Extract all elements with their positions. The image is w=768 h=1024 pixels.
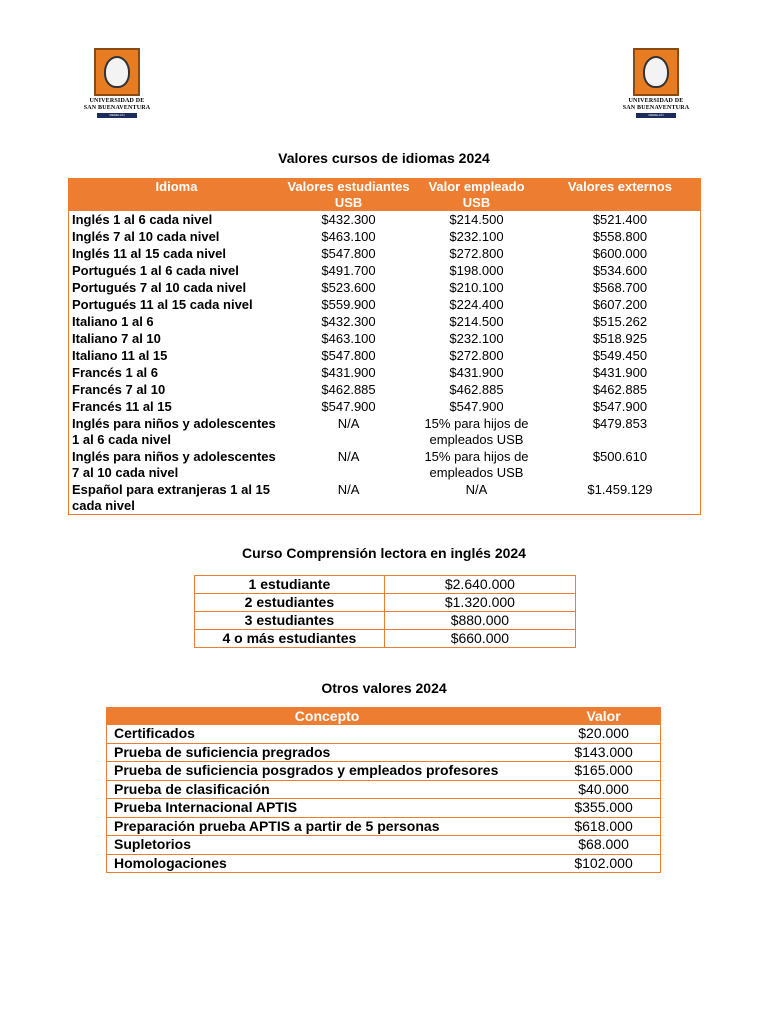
table-row: [195, 612, 576, 630]
row-label: 3 estudiantes: [195, 612, 385, 630]
university-logo-right: [611, 48, 701, 122]
row-value: $462.885: [592, 382, 648, 397]
row-value: $547.800: [321, 246, 376, 261]
row-value: $463.100: [321, 331, 376, 346]
language-courses-body: [69, 211, 701, 515]
row-value: $68.000: [547, 836, 660, 855]
table-row: [195, 594, 576, 612]
row-value: $618.000: [547, 817, 660, 836]
other-values-table: [106, 707, 661, 873]
row-label: Inglés para niños y adolescentes 1 al 6 cada nivel: [72, 416, 276, 447]
table-row: [69, 381, 701, 398]
logo-name-line2: SAN BUENAVENTURA: [83, 105, 151, 111]
row-label: Español para extranjeras 1 al 15 cada nivel: [72, 482, 270, 513]
row-label: 2 estudiantes: [195, 594, 385, 612]
row-value: $20.000: [547, 725, 660, 743]
table-row: [69, 347, 701, 364]
row-value: $660.000: [384, 630, 575, 648]
row-value: $232.100: [449, 229, 504, 244]
header-concepto: Concepto: [107, 708, 548, 726]
table-row: [69, 448, 701, 481]
row-value: $462.885: [449, 382, 504, 397]
row-value: 15% para hijos de empleados USB: [424, 416, 529, 447]
table-row: [195, 630, 576, 648]
row-label: Inglés 7 al 10 cada nivel: [72, 229, 220, 244]
header-valor-empleado: Valor empleado USB: [413, 179, 540, 212]
table-row: [69, 364, 701, 381]
reading-course-body: [195, 576, 576, 648]
row-label: Supletorios: [107, 836, 548, 855]
table-row: [107, 743, 661, 762]
row-label: Prueba de suficiencia posgrados y empleados profesores: [107, 762, 548, 781]
row-value: $547.900: [592, 399, 648, 414]
row-value: $102.000: [547, 854, 660, 873]
row-label: Portugués 11 al 15 cada nivel: [72, 297, 253, 312]
row-value: $547.800: [321, 348, 376, 363]
language-courses-title: Valores cursos de idiomas 2024: [278, 150, 490, 166]
row-value: N/A: [465, 482, 488, 497]
table-row: [69, 415, 701, 448]
language-courses-table: [68, 178, 701, 515]
table-row: [107, 854, 661, 873]
row-label: Homologaciones: [107, 854, 548, 873]
crest-icon: [633, 48, 679, 96]
table-header-row: [69, 179, 701, 212]
row-value: $479.853: [592, 416, 648, 431]
table-row: [69, 296, 701, 313]
row-value: $143.000: [547, 743, 660, 762]
row-value: $607.200: [592, 297, 648, 312]
row-label: Preparación prueba APTIS a partir de 5 personas: [107, 817, 548, 836]
row-value: $880.000: [384, 612, 575, 630]
header-idioma: Idioma: [69, 179, 285, 212]
row-value: $500.610: [592, 449, 648, 464]
row-label: Inglés 11 al 15 cada nivel: [72, 246, 226, 261]
row-value: $515.262: [592, 314, 648, 329]
row-value: $431.900: [449, 365, 504, 380]
row-label: Inglés para niños y adolescentes 7 al 10 cada nivel: [72, 449, 276, 480]
table-row: [107, 836, 661, 855]
university-logo-left: [72, 48, 162, 122]
row-label: Francés 1 al 6: [72, 365, 158, 380]
row-value: N/A: [337, 482, 360, 497]
row-value: $165.000: [547, 762, 660, 781]
row-value: $462.885: [321, 382, 376, 397]
row-value: $198.000: [449, 263, 504, 278]
table-header-row: [107, 708, 661, 726]
row-label: 4 o más estudiantes: [195, 630, 385, 648]
row-value: $1.459.129: [587, 482, 653, 497]
table-row: [107, 725, 661, 743]
row-label: Italiano 1 al 6: [72, 314, 154, 329]
row-value: $272.800: [449, 348, 504, 363]
header-valores-externos: Valores externos: [540, 179, 701, 212]
row-label: Portugués 1 al 6 cada nivel: [72, 263, 239, 278]
row-value: $559.900: [321, 297, 376, 312]
row-value: $210.100: [449, 280, 504, 295]
row-label: Italiano 7 al 10: [72, 331, 161, 346]
row-value: $214.500: [449, 212, 504, 227]
logo-name-line1: UNIVERSIDAD DE: [628, 98, 684, 104]
table-row: [69, 481, 701, 515]
row-value: $549.450: [592, 348, 648, 363]
row-value: $2.640.000: [384, 576, 575, 594]
table-row: [195, 576, 576, 594]
row-value: $224.400: [449, 297, 504, 312]
reading-course-title: Curso Comprensión lectora en inglés 2024: [242, 545, 526, 561]
table-row: [107, 799, 661, 818]
row-value: $491.700: [321, 263, 376, 278]
table-row: [107, 817, 661, 836]
row-value: $431.900: [321, 365, 376, 380]
row-value: $1.320.000: [384, 594, 575, 612]
table-row: [107, 780, 661, 799]
row-label: Prueba de clasificación: [107, 780, 548, 799]
row-value: $547.900: [321, 399, 376, 414]
crest-icon: [94, 48, 140, 96]
row-value: $558.800: [592, 229, 648, 244]
row-value: $355.000: [547, 799, 660, 818]
reading-course-table: [194, 575, 576, 648]
row-value: $431.900: [592, 365, 648, 380]
row-value: $568.700: [592, 280, 648, 295]
logo-campus: MEDELLÍN: [97, 113, 137, 118]
table-row: [69, 313, 701, 330]
row-label: Francés 7 al 10: [72, 382, 166, 397]
row-value: $521.400: [592, 212, 648, 227]
table-row: [69, 211, 701, 228]
header-valores-estudiantes: Valores estudiantes USB: [284, 179, 413, 212]
row-value: 15% para hijos de empleados USB: [424, 449, 529, 480]
other-values-title: Otros valores 2024: [321, 680, 447, 696]
table-row: [69, 228, 701, 245]
row-label: Prueba de suficiencia pregrados: [107, 743, 548, 762]
row-value: $272.800: [449, 246, 504, 261]
row-value: $214.500: [449, 314, 504, 329]
row-label: Italiano 11 al 15: [72, 348, 168, 363]
table-row: [69, 330, 701, 347]
logo-name-line2: SAN BUENAVENTURA: [622, 105, 690, 111]
other-values-body: [107, 725, 661, 873]
logo-name-line1: UNIVERSIDAD DE: [89, 98, 145, 104]
row-value: $232.100: [449, 331, 504, 346]
row-value: $432.300: [321, 314, 376, 329]
row-value: $432.300: [321, 212, 376, 227]
logo-campus: MEDELLÍN: [636, 113, 676, 118]
row-value: $523.600: [321, 280, 376, 295]
table-row: [107, 762, 661, 781]
row-label: Certificados: [107, 725, 548, 743]
row-label: 1 estudiante: [195, 576, 385, 594]
table-row: [69, 398, 701, 415]
row-label: Portugués 7 al 10 cada nivel: [72, 280, 247, 295]
table-row: [69, 279, 701, 296]
table-row: [69, 262, 701, 279]
row-value: $463.100: [321, 229, 376, 244]
row-value: N/A: [337, 416, 360, 431]
row-value: $547.900: [449, 399, 504, 414]
row-value: $534.600: [592, 263, 648, 278]
row-value: $40.000: [547, 780, 660, 799]
row-label: Inglés 1 al 6 cada nivel: [72, 212, 213, 227]
row-label: Francés 11 al 15: [72, 399, 172, 414]
row-value: $600.000: [592, 246, 648, 261]
table-row: [69, 245, 701, 262]
row-value: N/A: [337, 449, 360, 464]
row-value: $518.925: [592, 331, 648, 346]
row-label: Prueba Internacional APTIS: [107, 799, 548, 818]
header-valor: Valor: [547, 708, 660, 726]
